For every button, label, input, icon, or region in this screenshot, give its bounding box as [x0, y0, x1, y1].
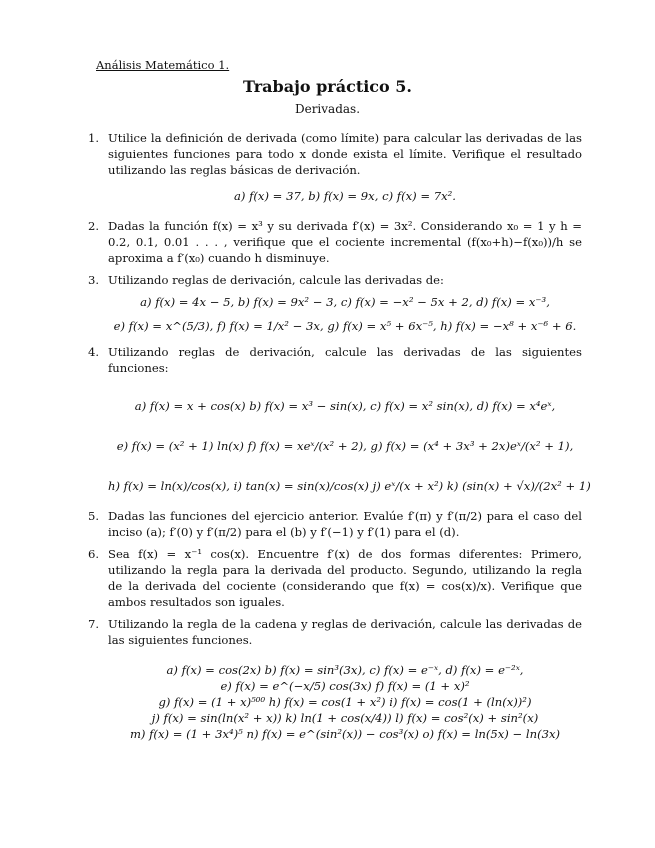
function-line: h) f(x) = ln(x)/cos(x), i) tan(x) = sin(x)/cos(x) j) eˣ/(x + x²) k) (sin(x) + √x)/(2x² + 1): [108, 479, 591, 493]
function-line: e) f(x) = (x² + 1) ln(x) f) f(x) = xeˣ/(x² + 2), g) f(x) = (x⁴ + 3x³ + 2x)eˣ/(x² + 1),: [116, 439, 574, 453]
problem-number: 3.: [88, 273, 100, 287]
function-line: a) f(x) = 4x − 5, b) f(x) = 9x² − 3, c) f(x) = −x² − 5x + 2, d) f(x) = x⁻³,: [140, 295, 550, 309]
function-line: a) f(x) = 37, b) f(x) = 9x, c) f(x) = 7x².: [234, 189, 456, 203]
problem-text: Utilizando la regla de la cadena y reglas de derivación, calcule las derivadas de las siguientes funciones.: [108, 617, 582, 647]
problem-number: 2.: [88, 219, 100, 233]
problem-2: [88, 218, 582, 266]
course-header: Análisis Matemático 1.: [96, 58, 230, 72]
problem-5: [88, 508, 582, 540]
page-subtitle: Derivadas.: [294, 102, 361, 116]
problem-number: 6.: [88, 547, 100, 561]
problem-3: [88, 272, 582, 338]
problem-1: [88, 130, 582, 212]
problem-7: [88, 616, 582, 742]
function-line: m) f(x) = (1 + 3x⁴)⁵ n) f(x) = e^(sin²(x)) − cos³(x) o) f(x) = ln(5x) − ln(3x): [129, 727, 561, 741]
problem-text: Utilice la definición de derivada (como límite) para calcular las derivadas de las siguientes funciones para todo x donde exista el límite. Verifique el resultado utilizando las reglas básicas de derivación.: [108, 131, 582, 177]
function-line: g) f(x) = (1 + x)⁵⁰⁰ h) f(x) = cos(1 + x²) i) f(x) = cos(1 + (ln(x))²): [158, 695, 532, 709]
problem-text: Utilizando reglas de derivación, calcule las derivadas de:: [108, 273, 444, 287]
problem-number: 7.: [88, 617, 100, 631]
problem-4: [88, 344, 591, 502]
problem-number: 4.: [88, 345, 100, 359]
problem-6: [88, 546, 582, 610]
problem-number: 1.: [88, 131, 100, 145]
function-line: a) f(x) = cos(2x) b) f(x) = sin³(3x), c) f(x) = e⁻ˣ, d) f(x) = e⁻²ˣ,: [166, 663, 524, 677]
problem-list: [88, 130, 591, 748]
function-line: e) f(x) = e^(−x/5) cos(3x) f) f(x) = (1 + x)²: [220, 679, 470, 693]
problem-text: Dadas la función f(x) = x³ y su derivada f′(x) = 3x². Considerando x₀ = 1 y h = 0.2, 0.1, 0.01 . . . , verifique que el cociente incremental (f(x₀+h)−f(x₀))/h se aproxima a f′(x₀) cuando h disminuye.: [108, 219, 582, 265]
function-line: j) f(x) = sin(ln(x² + x)) k) ln(1 + cos(x/4)) l) f(x) = cos²(x) + sin²(x): [151, 711, 539, 725]
page-title: Trabajo práctico 5.: [242, 77, 412, 96]
problem-number: 5.: [88, 509, 100, 523]
problem-text: Sea f(x) = x⁻¹ cos(x). Encuentre f′(x) de dos formas diferentes: Primero, utilizando la regla para la derivada del producto. Segundo, utilizando la regla de la derivada del cociente (considerando que f(x) = cos(x)/x). Verifique que ambos resultados son iguales.: [108, 547, 582, 609]
function-line: e) f(x) = x^(5/3), f) f(x) = 1/x² − 3x, g) f(x) = x⁵ + 6x⁻⁵, h) f(x) = −x⁸ + x⁻⁶ + 6.: [113, 319, 577, 333]
function-line: a) f(x) = x + cos(x) b) f(x) = x³ − sin(x), c) f(x) = x² sin(x), d) f(x) = x⁴eˣ,: [134, 399, 556, 413]
problem-text: Dadas las funciones del ejercicio anterior. Evalúe f′(π) y f′(π/2) para el caso del inciso (a); f′(0) y f′(π/2) para el (b) y f′(−1) y f′(1) para el (d).: [108, 509, 582, 539]
problem-text: Utilizando reglas de derivación, calcule las derivadas de las siguientes funciones:: [108, 345, 582, 375]
